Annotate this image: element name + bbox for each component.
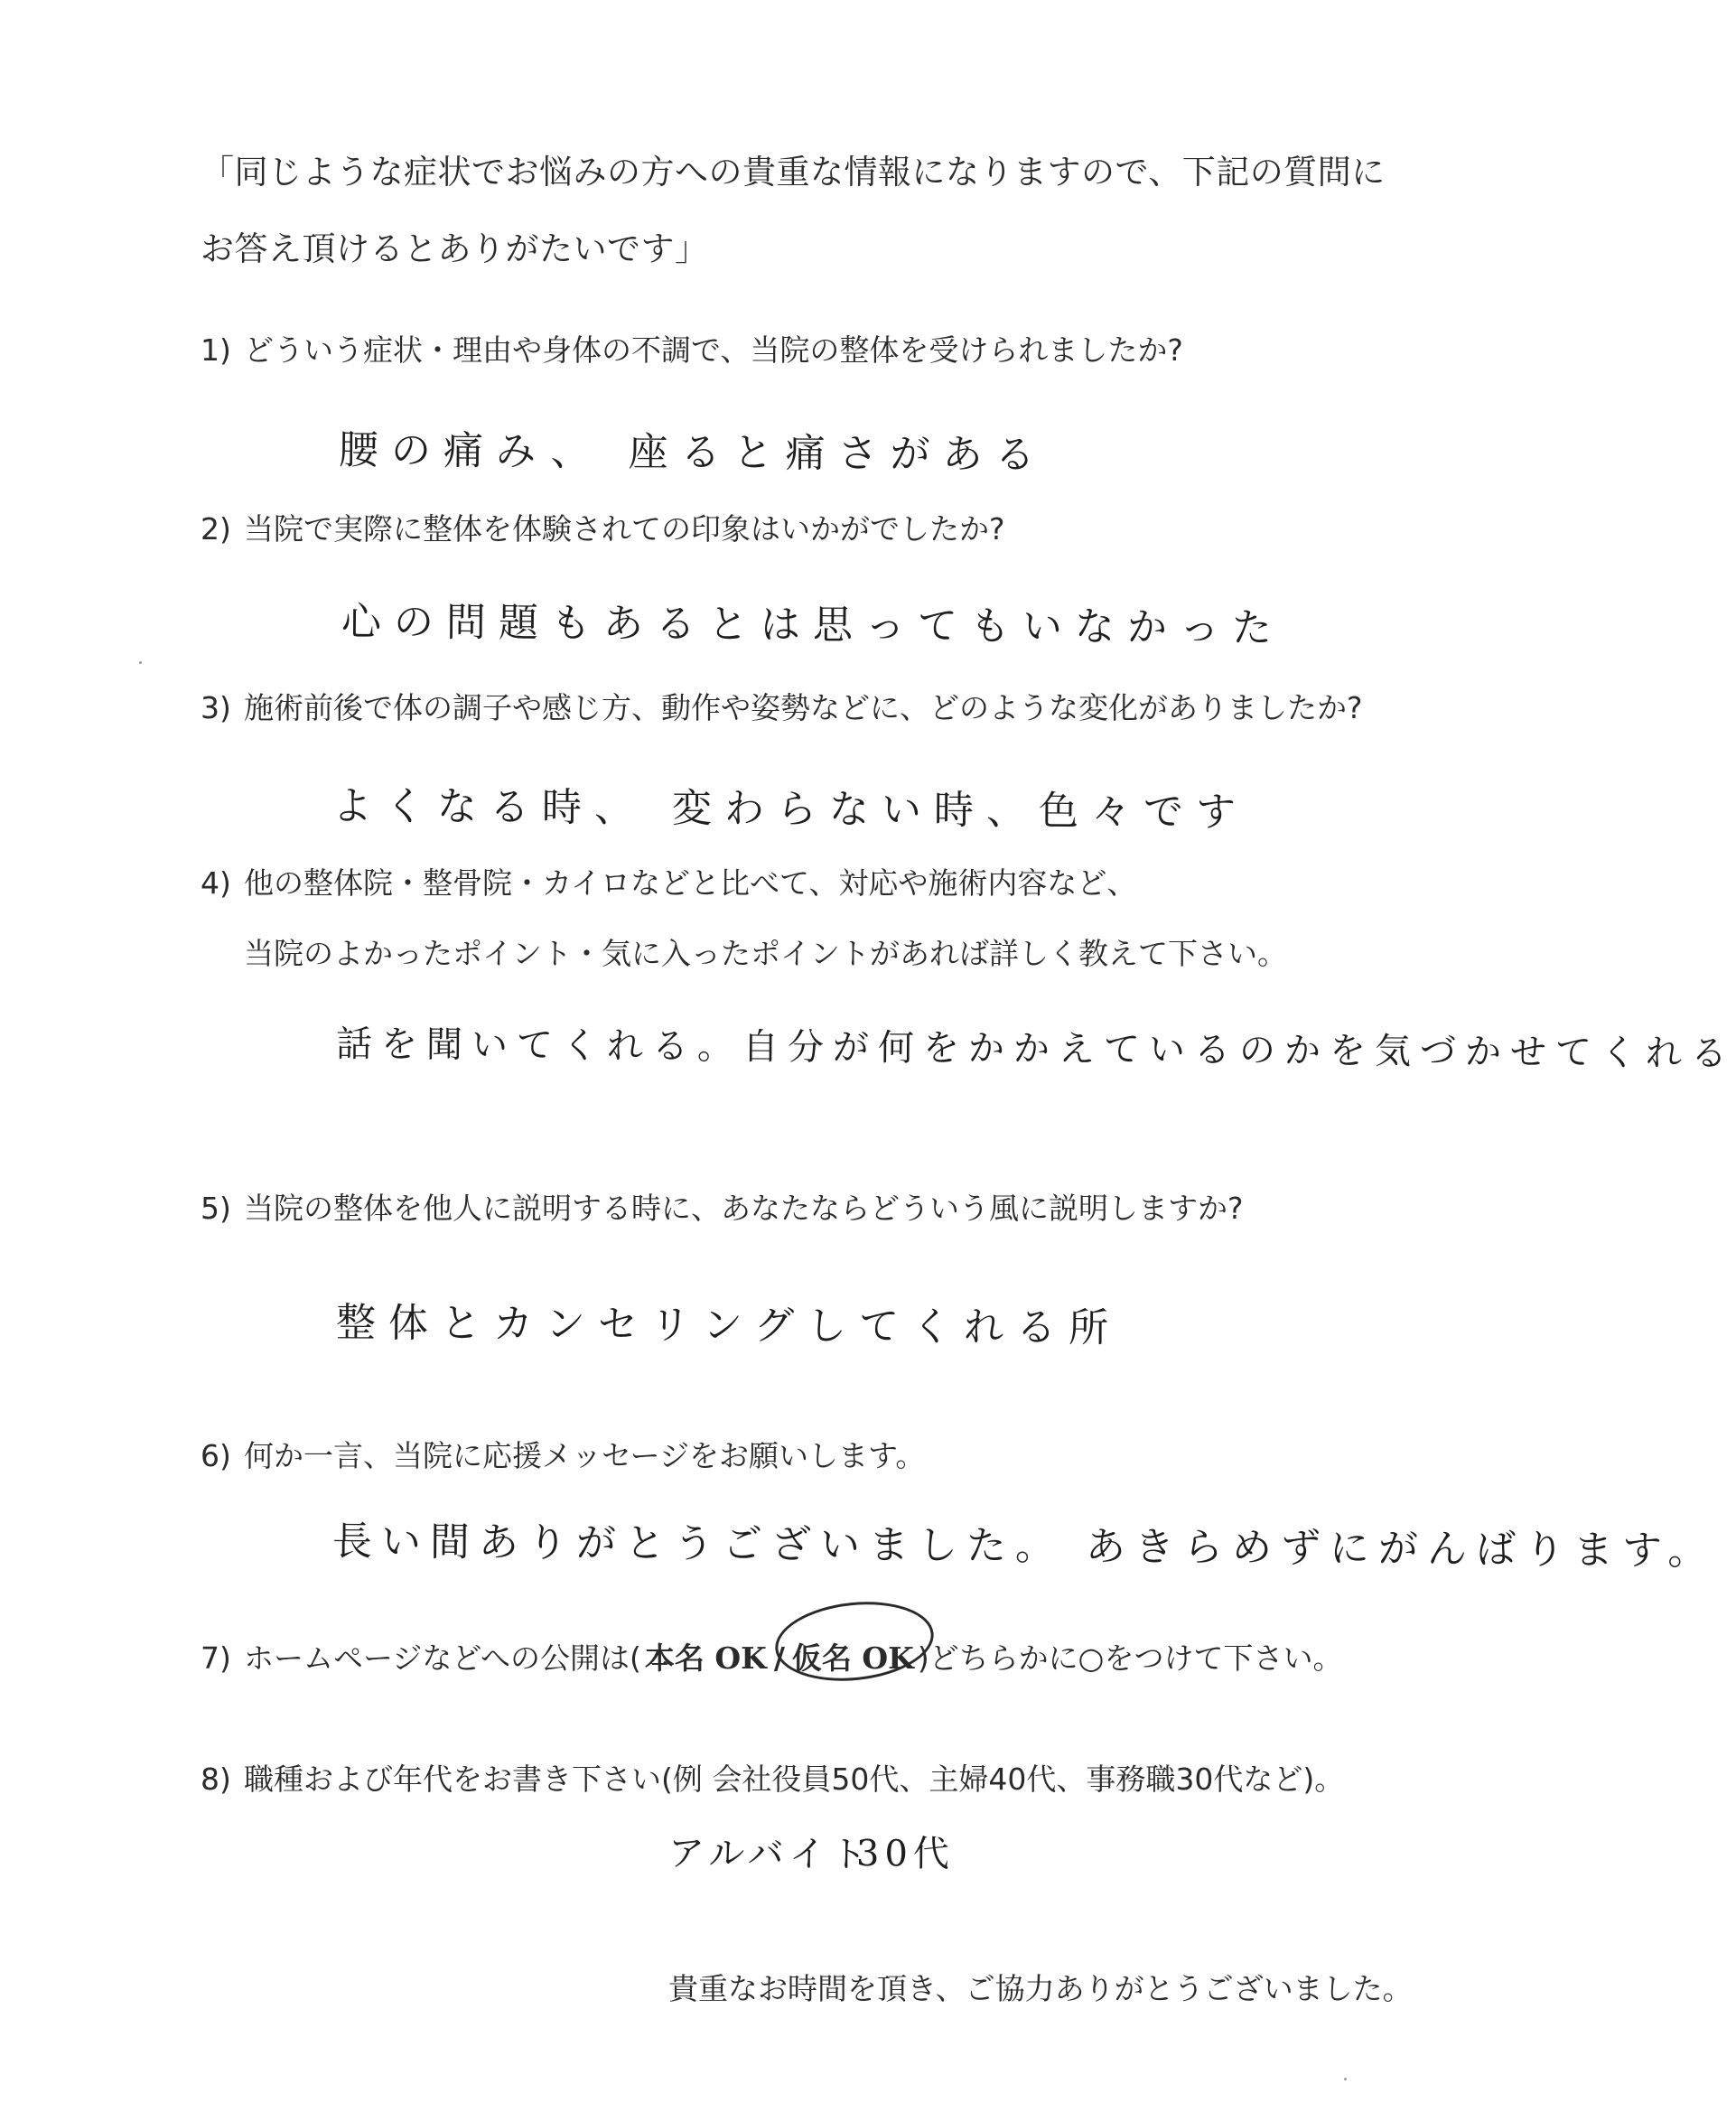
answer-8-job: アルバイト <box>667 1833 873 1876</box>
question-text: 何か一言、当院に応援メッセージをお願いします。 <box>244 1438 926 1473</box>
question-6 <box>201 1433 925 1475</box>
intro-line-1: 「同じような症状でお悩みの方への貴重な情報になりますので、下記の質問に <box>201 153 1386 192</box>
question-4-continued: 当院のよかったポイント・気に入ったポイントがあれば詳しく教えて下さい。 <box>244 936 1287 971</box>
question-text: 施術前後で体の調子や感じ方、動作や姿勢などに、どのような変化がありましたか? <box>244 690 1363 725</box>
question-number: 8) <box>201 1762 231 1797</box>
question-number: 4) <box>201 865 231 901</box>
question-number: 5) <box>201 1191 231 1226</box>
closing-message: 貴重なお時間を頂き、ご協力ありがとうございました。 <box>668 1971 1413 2006</box>
answer-6: 長い間ありがとうございました。 あきらめずにがんばります。 <box>331 1519 1717 1575</box>
answer-4: 話を聞いてくれる。自分が何をかかえているのかを気づかせてくれる <box>335 1023 1736 1075</box>
question-3 <box>201 685 1363 727</box>
question-7 <box>201 1635 1342 1677</box>
question-text-before: ホームページなどへの公開は( <box>244 1640 641 1676</box>
intro-line-2: お答え頂けるとありがたいです」 <box>201 229 709 268</box>
answer-8-age: 30代 <box>855 1833 956 1875</box>
answer-3: よくなる時、 変わらない時、色々です <box>331 783 1249 836</box>
scan-speck <box>1344 2078 1347 2080</box>
answer-1: 腰の痛み、 座ると痛さがある <box>338 427 1048 479</box>
question-number: 1) <box>201 332 231 368</box>
option-real-name: 本名 OK <box>644 1640 767 1676</box>
question-text: 当院で実際に整体を体験されての印象はいかがでしたか? <box>244 511 1005 547</box>
option-alias-name: 仮名 OK <box>791 1640 914 1676</box>
scan-speck <box>139 661 142 664</box>
question-text: 当院の整体を他人に説明する時に、あなたならどういう風に説明しますか? <box>244 1191 1244 1226</box>
question-5 <box>201 1185 1244 1228</box>
question-8 <box>201 1756 1344 1799</box>
answer-5: 整体とカンセリングしてくれる所 <box>335 1300 1122 1352</box>
question-number: 3) <box>201 690 231 725</box>
question-4 <box>201 860 1136 902</box>
question-2 <box>201 506 1005 548</box>
question-text: どういう症状・理由や身体の不調で、当院の整体を受けられましたか? <box>244 332 1183 368</box>
question-text-after: )どちらかに○をつけて下さい。 <box>917 1640 1343 1676</box>
question-text: 職種および年代をお書き下さい(例 会社役員50代、主婦40代、事務職30代など)。 <box>244 1762 1345 1797</box>
question-text: 他の整体院・整骨院・カイロなどと比べて、対応や施術内容など、 <box>244 865 1137 901</box>
question-number: 2) <box>201 511 231 547</box>
option-separator: / <box>773 1640 785 1676</box>
question-number: 7) <box>201 1640 231 1676</box>
answer-2: 心の問題もあるとは思ってもいなかった <box>341 599 1285 652</box>
question-number: 6) <box>201 1438 231 1473</box>
question-1 <box>201 327 1183 369</box>
